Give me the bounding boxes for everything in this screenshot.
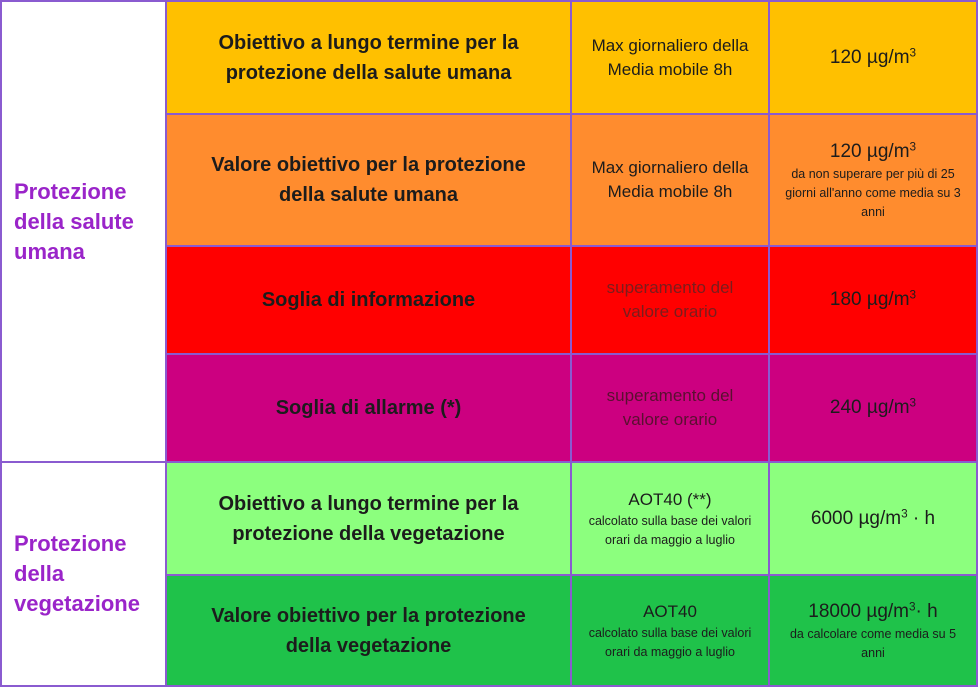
row-5-value: 6000 $\mu g/m^3 \cdot h$ bbox=[770, 463, 978, 576]
row-5-method-note: calcolato sulla base dei valori orari da maggio a luglio bbox=[588, 513, 752, 547]
row-4-method: superamento del valore orario bbox=[572, 355, 770, 463]
row-1-description: Obiettivo a lungo termine per la protezione della salute umana bbox=[167, 0, 572, 115]
row-4-value: 240 $\mu g/m^3$ bbox=[770, 355, 978, 463]
group-vegetation-protection bbox=[0, 463, 167, 687]
group-vegetation-label: Protezione della vegetazione bbox=[14, 531, 140, 616]
row-6-method-note: calcolato sulla base dei valori orari da maggio a luglio bbox=[588, 625, 752, 659]
row-3-method: superamento del valore orario bbox=[572, 247, 770, 355]
row-6-method: AOT40 calcolato sulla base dei valori orari da maggio a luglio bbox=[572, 576, 770, 687]
row-6-value-note: da calcolare come media su 5 anni bbox=[789, 626, 957, 660]
row-5-description: Obiettivo a lungo termine per la protezione della vegetazione bbox=[167, 463, 572, 576]
row-6-value: 18000 $\mu g/m^3\cdot h$ da calcolare come media su 5 anni bbox=[770, 576, 978, 687]
row-2-value-note: da non superare per più di 25 giorni all'anno come media su 3 anni bbox=[785, 166, 961, 219]
group-health-protection bbox=[0, 0, 167, 463]
row-3-value: 180 $\mu g/m^3$ bbox=[770, 247, 978, 355]
row-1-method: Max giornaliero della Media mobile 8h bbox=[572, 0, 770, 115]
row-2-value: 120 $\mu g/m^3$ da non superare per più di 25 giorni all'anno come media su 3 anni bbox=[770, 115, 978, 247]
row-6-description: Valore obiettivo per la protezione della vegetazione bbox=[167, 576, 572, 687]
row-4-description: Soglia di allarme (*) bbox=[167, 355, 572, 463]
row-3-description: Soglia di informazione bbox=[167, 247, 572, 355]
row-1-value: 120 $\mu g/m^3$ bbox=[770, 0, 978, 115]
row-2-method: Max giornaliero della Media mobile 8h bbox=[572, 115, 770, 247]
group-health-label: Protezione della salute umana bbox=[14, 178, 134, 264]
row-2-description: Valore obiettivo per la protezione della salute umana bbox=[167, 115, 572, 247]
row-5-method: AOT40 (**) calcolato sulla base dei valori orari da maggio a luglio bbox=[572, 463, 770, 576]
